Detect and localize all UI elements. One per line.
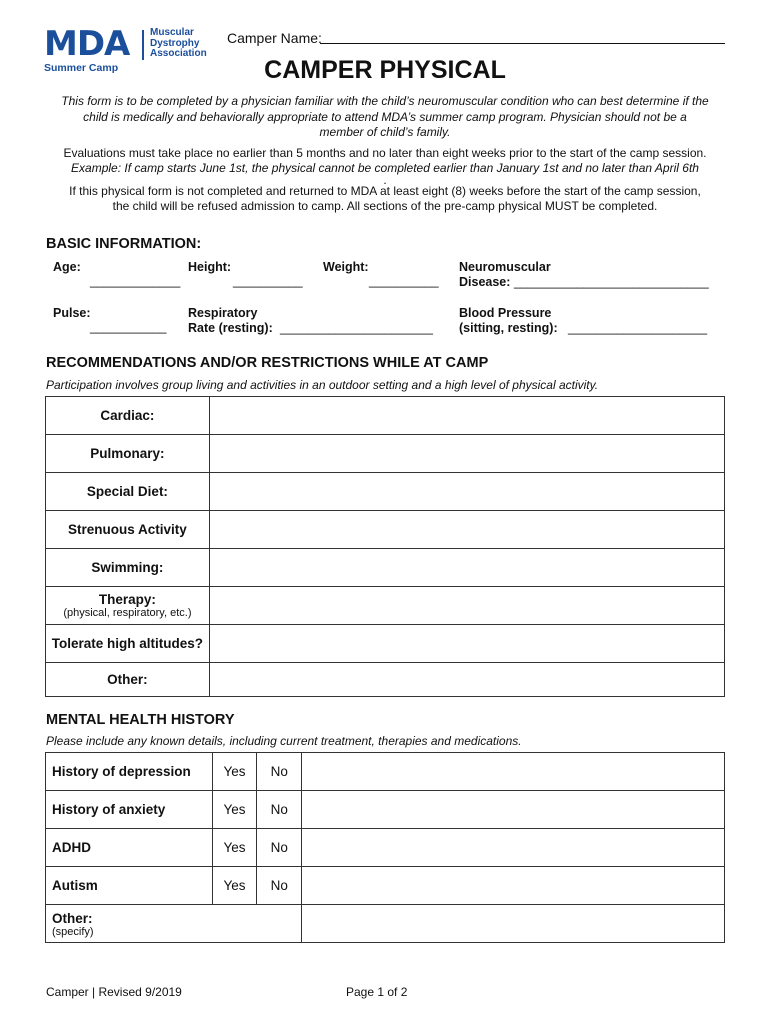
anxiety-no[interactable]: No xyxy=(257,791,302,829)
strenuous-activity-label: Strenuous Activity xyxy=(46,511,210,549)
adhd-no[interactable]: No xyxy=(257,829,302,867)
eval-line: Evaluations must take place no earlier than 5 months and no later than eight weeks prior to the start of the camp session. xyxy=(63,146,707,160)
cardiac-label: Cardiac: xyxy=(46,397,210,435)
table-row xyxy=(46,473,725,511)
table-row xyxy=(46,511,725,549)
camper-name-field[interactable] xyxy=(320,43,725,44)
height-label: Height: xyxy=(188,260,232,274)
footer-revision: Camper | Revised 9/2019 xyxy=(46,985,182,999)
page-title: CAMPER PHYSICAL xyxy=(264,56,506,84)
table-row xyxy=(46,791,725,829)
age-label: Age: xyxy=(53,260,81,274)
logo-org-line: Dystrophy xyxy=(150,37,200,49)
age-field[interactable]: _____________ xyxy=(90,274,181,288)
other-restrictions-field[interactable] xyxy=(209,663,724,697)
special-diet-label: Special Diet: xyxy=(46,473,210,511)
anxiety-yes[interactable]: Yes xyxy=(212,791,257,829)
blood-pressure-label: Blood Pressure xyxy=(459,306,552,320)
resp-rate-field[interactable]: ______________________ xyxy=(280,321,433,335)
autism-no[interactable]: No xyxy=(257,867,302,905)
table-row xyxy=(46,663,725,697)
therapy-cell xyxy=(46,587,210,625)
swimming-label: Swimming: xyxy=(46,549,210,587)
mental-health-subtitle: Please include any known details, including current treatment, therapies and medications. xyxy=(46,734,522,748)
adhd-yes[interactable]: Yes xyxy=(212,829,257,867)
pulse-label: Pulse: xyxy=(53,306,91,320)
recommendations-subtitle: Participation involves group living and activities in an outdoor setting and a high level of physical activity. xyxy=(46,378,599,392)
other-mental-label: Other: xyxy=(52,911,93,926)
depression-no[interactable]: No xyxy=(257,753,302,791)
other-specify-note: (specify) xyxy=(52,926,94,938)
mental-health-heading: MENTAL HEALTH HISTORY xyxy=(46,712,235,728)
pulmonary-label: Pulmonary: xyxy=(46,435,210,473)
adhd-details[interactable] xyxy=(302,829,725,867)
basic-info-heading: BASIC INFORMATION: xyxy=(46,236,202,252)
blood-pressure-field[interactable]: ____________________ xyxy=(568,321,708,335)
respiratory-label: Respiratory xyxy=(188,306,258,320)
strenuous-activity-field[interactable] xyxy=(209,511,724,549)
therapy-field[interactable] xyxy=(209,587,724,625)
depression-label: History of depression xyxy=(46,753,213,791)
table-row xyxy=(46,753,725,791)
other-mental-cell xyxy=(46,905,302,943)
table-row xyxy=(46,549,725,587)
altitude-field[interactable] xyxy=(209,625,724,663)
intro-paragraph xyxy=(44,94,726,141)
table-row xyxy=(46,435,725,473)
camper-name-label: Camper Name: xyxy=(227,30,322,46)
anxiety-details[interactable] xyxy=(302,791,725,829)
neuromuscular-label: Neuromuscular xyxy=(459,260,551,274)
eval-line: the child will be refused admission to camp. All sections of the pre-camp physical MUST be completed. xyxy=(112,199,658,213)
table-row xyxy=(46,905,725,943)
logo-mark: MDA xyxy=(44,24,130,64)
eval-line: If this physical form is not completed and returned to MDA at least eight (8) weeks before the start of the camp session, xyxy=(69,184,701,198)
therapy-note: (physical, respiratory, etc.) xyxy=(63,607,192,619)
other-restrictions-label: Other: xyxy=(46,663,210,697)
disease-label: Disease: xyxy=(459,275,511,289)
evaluation-rules xyxy=(44,146,726,214)
autism-label: Autism xyxy=(46,867,213,905)
table-row xyxy=(46,397,725,435)
eval-example: Example: If camp starts June 1st, the physical cannot be completed earlier than January 1st and no later than April 6th xyxy=(71,161,699,175)
table-row xyxy=(46,587,725,625)
adhd-label: ADHD xyxy=(46,829,213,867)
table-row xyxy=(46,829,725,867)
swimming-field[interactable] xyxy=(209,549,724,587)
logo-subtitle: Summer Camp xyxy=(44,62,119,74)
bp-sitting-label: (sitting, resting): xyxy=(459,321,558,335)
logo-org-name xyxy=(150,28,207,60)
pulse-field[interactable]: ___________ xyxy=(90,320,167,334)
pulmonary-field[interactable] xyxy=(209,435,724,473)
autism-details[interactable] xyxy=(302,867,725,905)
depression-details[interactable] xyxy=(302,753,725,791)
eval-dot: . xyxy=(383,173,387,187)
therapy-label: Therapy: xyxy=(98,592,156,607)
table-row xyxy=(46,867,725,905)
intro-line: child is medically and behaviorally appropriate to attend MDA’s summer camp program. Physician should not be a xyxy=(83,109,687,124)
recommendations-heading: RECOMMENDATIONS AND/OR RESTRICTIONS WHILE AT CAMP xyxy=(46,355,489,371)
weight-label: Weight: xyxy=(323,260,369,274)
intro-line: member of child’s family. xyxy=(319,125,451,139)
mental-health-table xyxy=(45,752,725,943)
logo-org-line: Muscular xyxy=(150,27,194,38)
intro-line: This form is to be completed by a physician familiar with the child’s neuromuscular condition who can best determine if the xyxy=(61,94,709,108)
logo-org-line: Association xyxy=(150,48,207,59)
recommendations-table xyxy=(45,396,725,697)
cardiac-field[interactable] xyxy=(209,397,724,435)
table-row xyxy=(46,625,725,663)
footer-page-number: Page 1 of 2 xyxy=(346,985,408,999)
resp-rate-label: Rate (resting): xyxy=(188,321,273,335)
weight-field[interactable]: __________ xyxy=(369,274,439,288)
autism-yes[interactable]: Yes xyxy=(212,867,257,905)
height-field[interactable]: __________ xyxy=(233,274,303,288)
disease-field[interactable]: ____________________________ xyxy=(514,275,709,289)
anxiety-label: History of anxiety xyxy=(46,791,213,829)
special-diet-field[interactable] xyxy=(209,473,724,511)
other-mental-field[interactable] xyxy=(302,905,725,943)
altitude-label: Tolerate high altitudes? xyxy=(46,625,210,663)
depression-yes[interactable]: Yes xyxy=(212,753,257,791)
